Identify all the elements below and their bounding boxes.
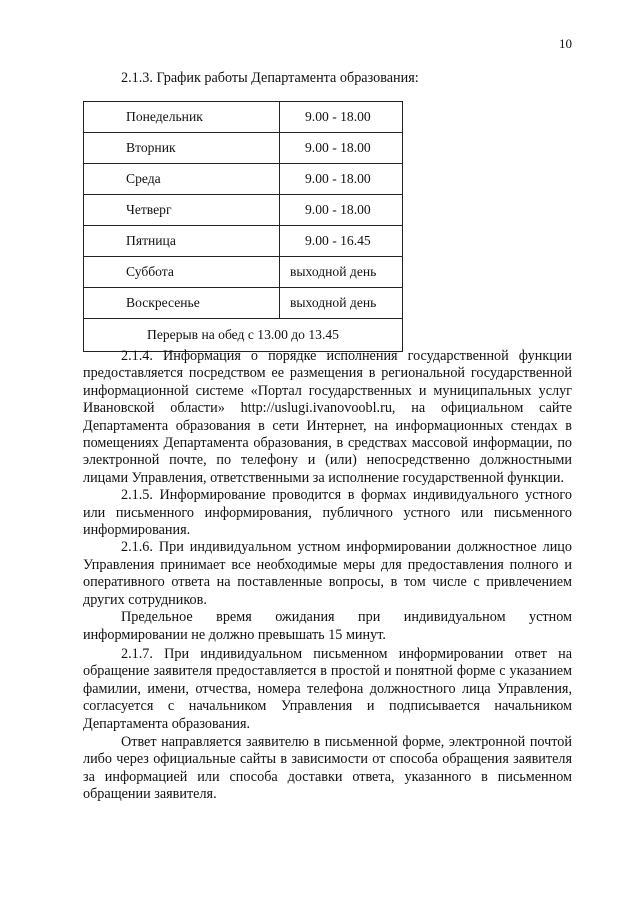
paragraph-2-1-6: 2.1.6. При индивидуальном устном информировании должностное лицо Управления принимает все необходимые меры для предоставления полного и оперативного ответа на поставленные вопросы, в том числе с привлечением других сотрудников. bbox=[83, 539, 572, 608]
table-row bbox=[84, 102, 403, 133]
table-row bbox=[84, 226, 403, 257]
table-row bbox=[84, 288, 403, 319]
table-row bbox=[84, 164, 403, 195]
day-cell: Пятница bbox=[84, 226, 280, 257]
hours-cell: 9.00 - 18.00 bbox=[280, 133, 403, 164]
hours-cell: выходной день bbox=[280, 257, 403, 288]
section-heading: 2.1.3. График работы Департамента образования: bbox=[121, 70, 419, 86]
hours-cell: 9.00 - 18.00 bbox=[280, 102, 403, 133]
hours-cell: выходной день bbox=[280, 288, 403, 319]
table-row bbox=[84, 257, 403, 288]
schedule-table bbox=[83, 101, 403, 352]
paragraph-2-1-7: 2.1.7. При индивидуальном письменном информировании ответ на обращение заявителя предоставляется в простой и понятной форме с указанием фамилии, имени, отчества, номера телефона должностного лица Управления, согласуется с начальником Управления и подписывается начальником Департамента образования. bbox=[83, 645, 572, 732]
table-row bbox=[84, 133, 403, 164]
paragraph-2-1-4: 2.1.4. Информация о порядке исполнения государственной функции предоставляется посредством ее размещения в региональной государственной информационной системе «Портал государственных и муниципальных услуг Ивановской области» http://uslugi.ivanovoobl.ru, на официальном сайте Департамента образования в сети Интернет, на информационных стендах в помещениях Департамента образования, в средствах массовой информации, по электронной почте, по телефону и (или) непосредственно должностными лицами Управления, ответственными за исполнение государственной функции. bbox=[83, 348, 572, 486]
day-cell: Суббота bbox=[84, 257, 280, 288]
day-cell: Вторник bbox=[84, 133, 280, 164]
hours-cell: 9.00 - 18.00 bbox=[280, 195, 403, 226]
table-row bbox=[84, 195, 403, 226]
day-cell: Четверг bbox=[84, 195, 280, 226]
paragraph-waiting-time: Предельное время ожидания при индивидуальном устном информировании не должно превышать 15 минут. bbox=[83, 609, 572, 643]
paragraph-answer-delivery: Ответ направляется заявителю в письменной форме, электронной почтой либо через официальные сайты в зависимости от способа обращения заявителя за информацией или способа доставки ответа, указанного в письменном обращении заявителя. bbox=[83, 733, 572, 803]
hours-cell: 9.00 - 18.00 bbox=[280, 164, 403, 195]
day-cell: Среда bbox=[84, 164, 280, 195]
table-row bbox=[84, 319, 403, 352]
day-cell: Понедельник bbox=[84, 102, 280, 133]
lunch-break-cell: Перерыв на обед с 13.00 до 13.45 bbox=[84, 319, 403, 352]
hours-cell: 9.00 - 16.45 bbox=[280, 226, 403, 257]
page-number: 10 bbox=[559, 36, 572, 51]
body-text bbox=[83, 348, 572, 804]
day-cell: Воскресенье bbox=[84, 288, 280, 319]
paragraph-2-1-5: 2.1.5. Информирование проводится в формах индивидуального устного или письменного информирования, публичного устного или письменного информирования. bbox=[83, 487, 572, 539]
